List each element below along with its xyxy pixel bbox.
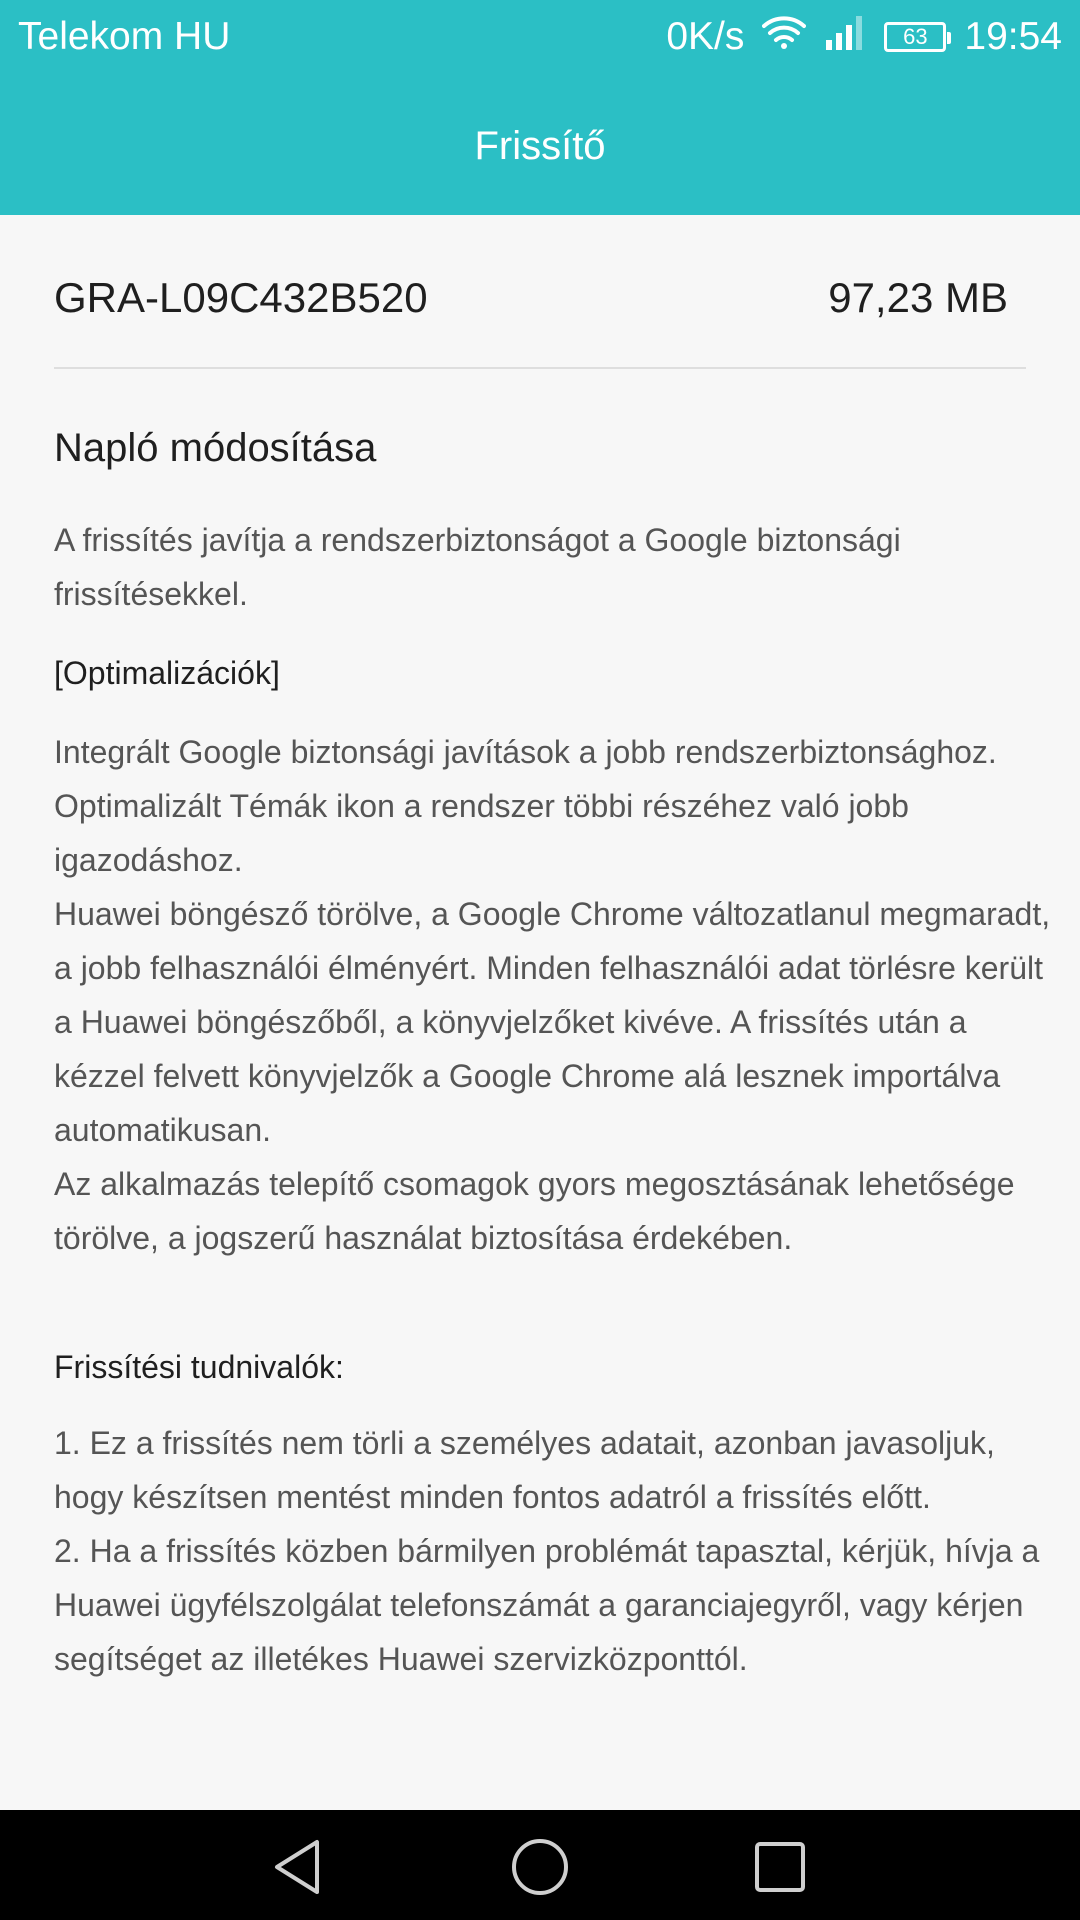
home-icon[interactable] (509, 1836, 571, 1898)
battery-level: 63 (903, 24, 928, 49)
page-title: Frissítő (474, 124, 606, 168)
signal-icon (824, 14, 866, 60)
changelog-heading: Napló módosítása (54, 426, 377, 470)
firmware-version: GRA-L09C432B520 (54, 274, 428, 321)
changelog-intro: A frissítés javítja a rendszerbiztonságot a Google biztonsági frissítésekkel. (54, 522, 901, 612)
status-bar (0, 0, 1080, 74)
recents-icon[interactable] (749, 1836, 811, 1898)
download-size: 97,23 MB (828, 274, 1008, 321)
update-notes-text: 1. Ez a frissítés nem törli a személyes adatait, azonban javasoljuk, hogy készítsen mentést minden fontos adatról a frissítés előtt. 2. Ha a frissítés közben bármilyen problémát tapasztal, kérjük, hívja a Huawei ügyfélszolgálat telefonszámát a garanciajegyről, vagy kérjen segítséget az illetékes Huawei szervizközponttól. (54, 1425, 1040, 1677)
divider (54, 367, 1026, 369)
status-indicators (666, 14, 1062, 60)
wifi-icon (762, 15, 806, 59)
back-icon[interactable] (269, 1836, 331, 1898)
app-bar (0, 0, 1080, 215)
battery-icon (884, 22, 946, 52)
navigation-bar (0, 1810, 1080, 1920)
carrier-name: Telekom HU (18, 15, 231, 58)
update-notes-label: Frissítési tudnivalók: (54, 1349, 344, 1385)
update-details (0, 215, 1080, 1810)
optimizations-label: [Optimalizációk] (54, 655, 280, 691)
clock: 19:54 (964, 15, 1062, 58)
network-speed: 0K/s (666, 15, 745, 58)
update-package-row (54, 271, 1008, 325)
optimizations-text: Integrált Google biztonsági javítások a jobb rendszerbiztonsághoz. Optimalizált Témák ikon a rendszer többi részéhez való jobb igazodáshoz. Huawei böngésző törölve, a Google Chrome változatlanul megmaradt, a jobb felhasználói élményért. Minden felhasználói adat törlésre került a Huawei böngészőből, a könyvjelzőket kivéve. A frissítés után a kézzel felvett könyvjelzők a Google Chrome alá lesznek importálva automatikusan. Az alkalmazás telepítő csomagok gyors megosztásának lehetősége törölve, a jogszerű használat biztosítása érdekében. (54, 734, 1051, 1256)
